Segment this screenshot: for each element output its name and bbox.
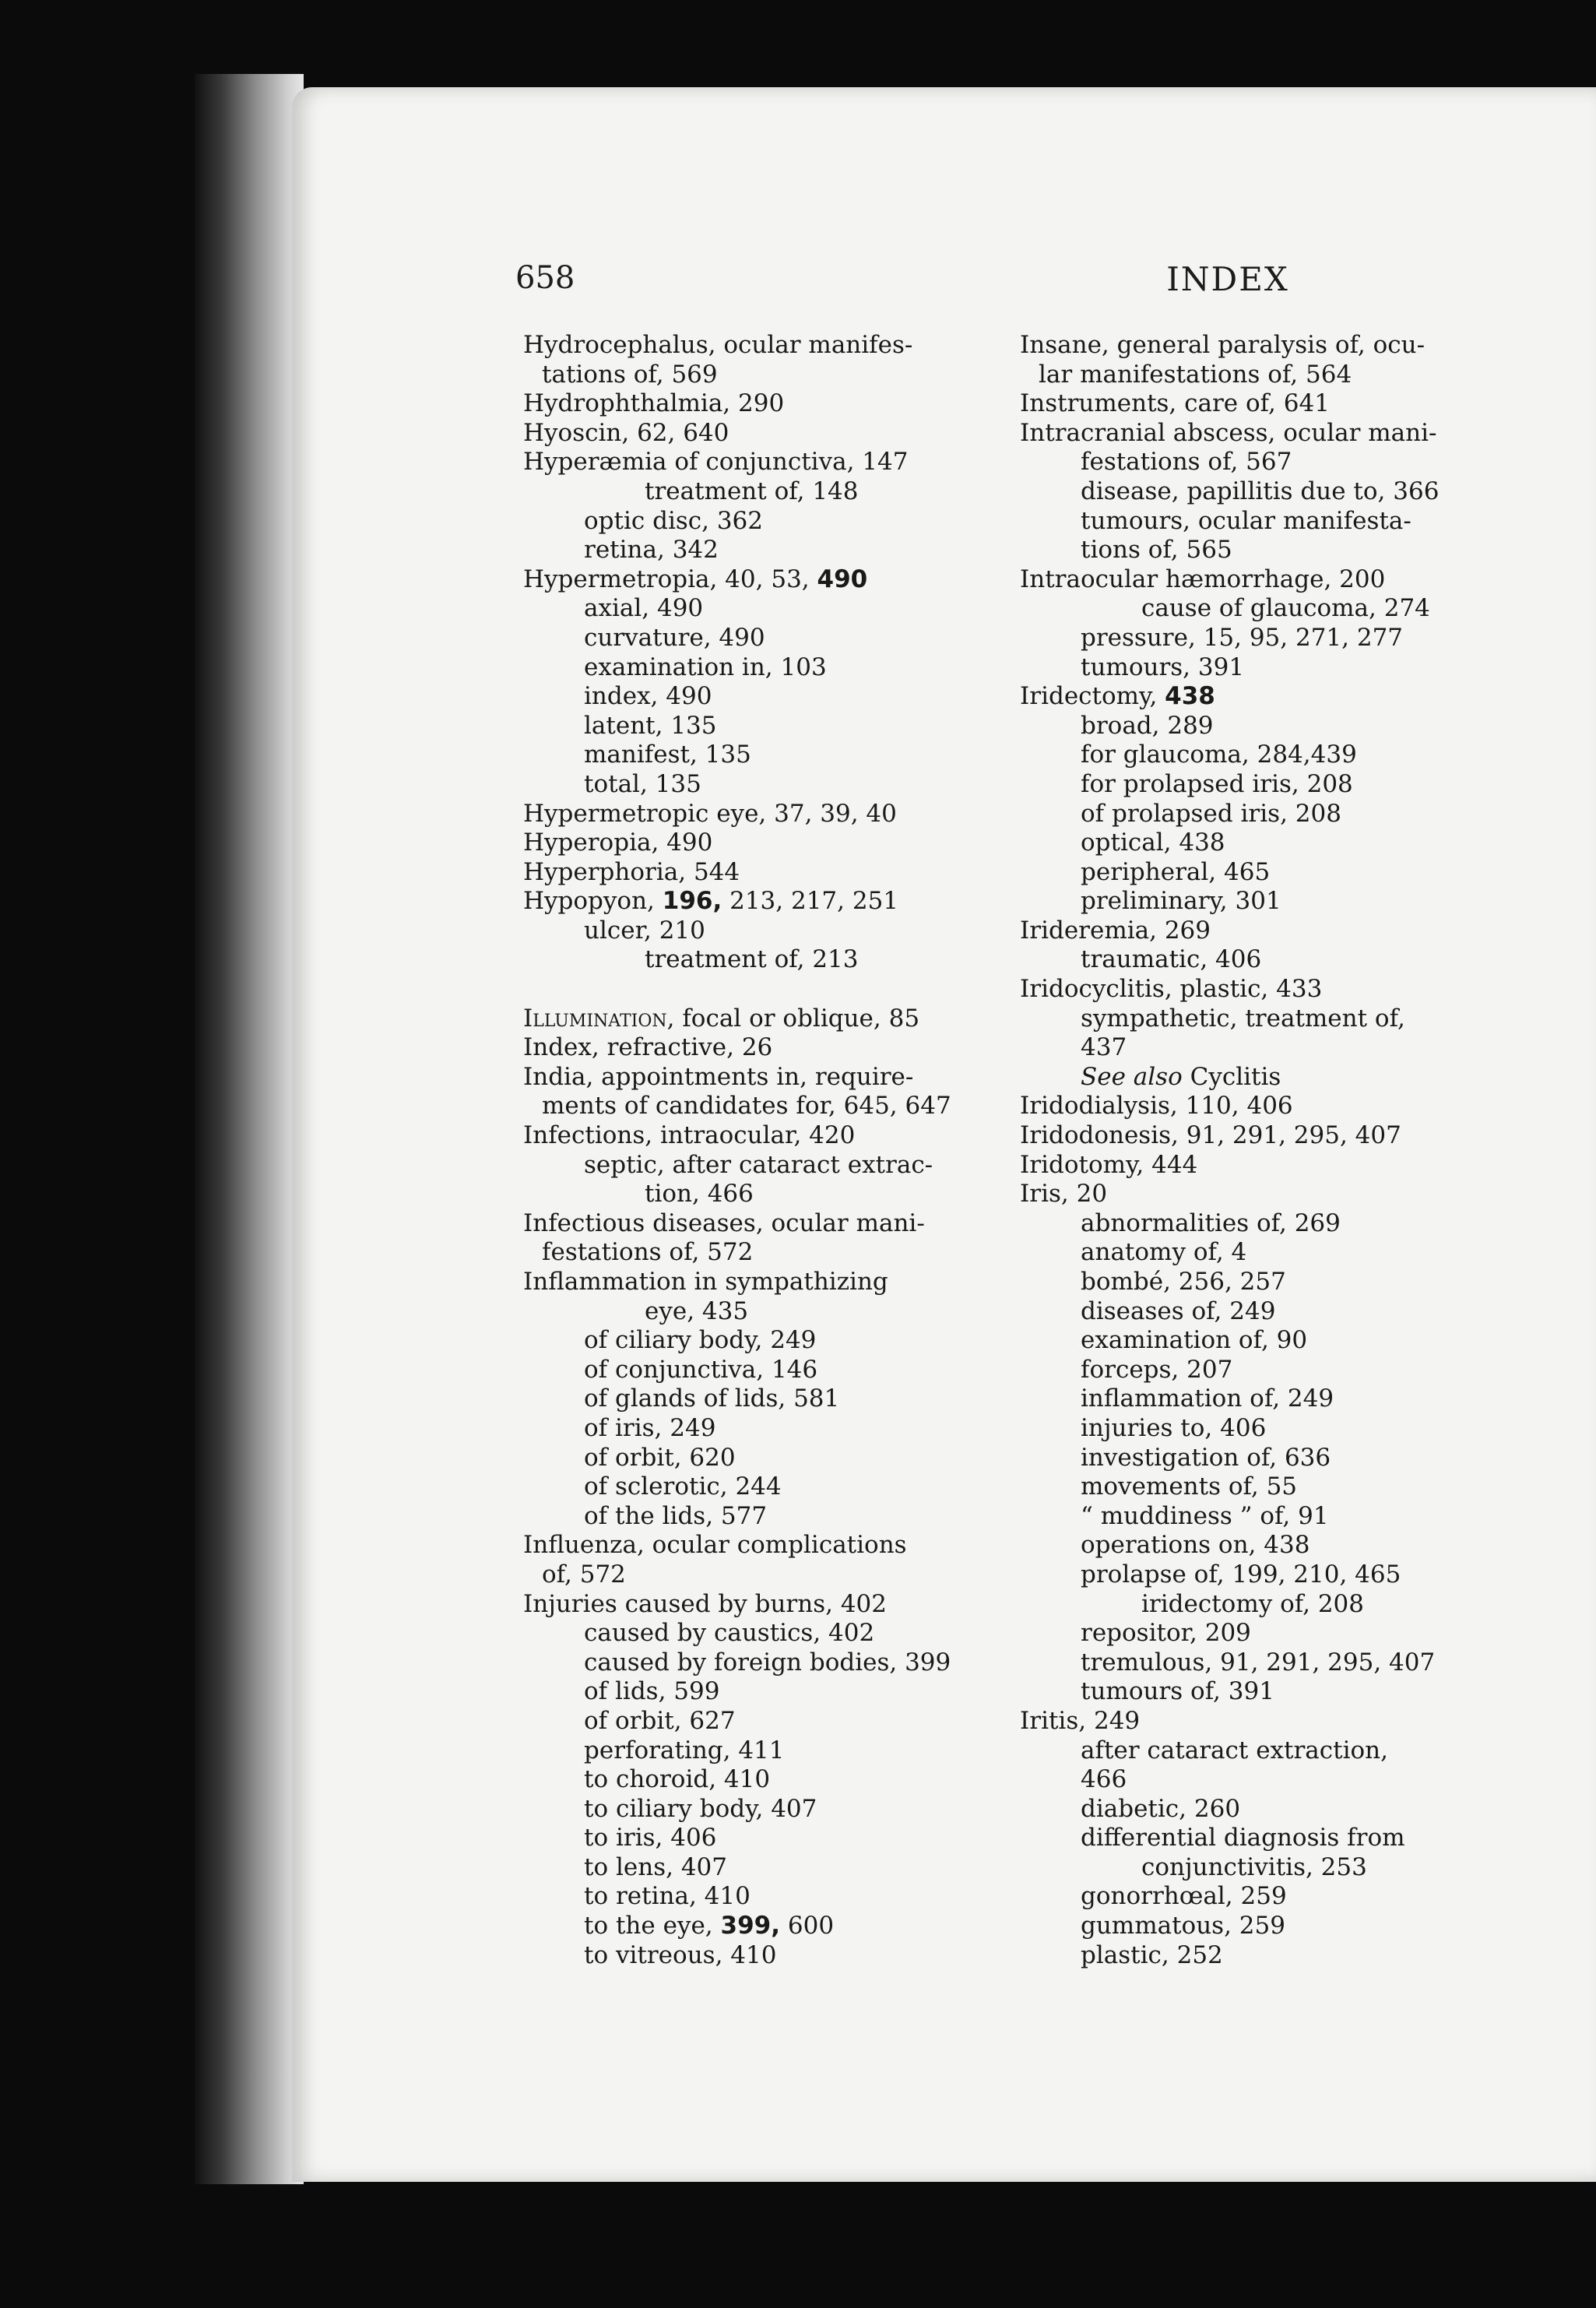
index-entry (523, 1121, 998, 1151)
entry-text: axial, 490 (584, 594, 704, 623)
entry-text: repositor, 209 (1081, 1619, 1251, 1648)
entry-text: tion, 466 (645, 1180, 754, 1209)
entry-text: of, 572 (542, 1560, 626, 1589)
index-entry (1020, 1707, 1549, 1736)
entry-text: Hydrophthalmia, 290 (523, 389, 785, 418)
index-entry (523, 975, 998, 1004)
index-entry (523, 1882, 998, 1912)
index-entry (1020, 1795, 1549, 1824)
entry-text: examination in, 103 (584, 653, 827, 681)
entry-text: cause of glaucoma, 274 (1141, 594, 1430, 623)
entry-text: Infectious diseases, ocular mani- (523, 1209, 925, 1237)
index-entry (523, 507, 998, 537)
entry-principal-page: 490 (817, 565, 868, 593)
index-entry (523, 1384, 998, 1414)
index-entry (1020, 887, 1549, 917)
entry-text: gummatous, 259 (1081, 1912, 1285, 1940)
entry-text: 437 (1081, 1033, 1127, 1062)
entry-text: Iridocyclitis, plastic, 433 (1020, 975, 1323, 1004)
index-entry (1020, 536, 1549, 565)
entry-text: of prolapsed iris, 208 (1081, 799, 1341, 828)
entry-text-after: 213, 217, 251 (722, 887, 899, 916)
index-entry (523, 1677, 998, 1707)
entry-text: 466 (1081, 1765, 1127, 1794)
index-entry (523, 1648, 998, 1678)
index-entry (1020, 448, 1549, 477)
entry-text: Hyperæmia of conjunctiva, 147 (523, 448, 909, 477)
index-entry (523, 1941, 998, 1971)
index-entry (1020, 1384, 1549, 1414)
index-entry (523, 1180, 998, 1209)
index-entry (1020, 1941, 1549, 1971)
index-entry (523, 653, 998, 683)
entry-text-after: 600 (780, 1912, 835, 1940)
entry-text: to ciliary body, 407 (584, 1794, 817, 1823)
entry-text: Hypermetropia, 40, 53, (523, 565, 817, 593)
entry-text: of conjunctiva, 146 (584, 1355, 818, 1384)
entry-text: of orbit, 627 (584, 1706, 736, 1735)
index-entry (523, 1736, 998, 1766)
index-entry (523, 1853, 998, 1883)
entry-text: manifest, 135 (584, 741, 751, 769)
index-entry (523, 858, 998, 888)
entry-text: abnormalities of, 269 (1081, 1209, 1341, 1237)
index-entry (523, 770, 998, 800)
entry-text: index, 490 (584, 682, 712, 711)
entry-text: bombé, 256, 257 (1081, 1268, 1286, 1296)
entry-text: Injuries caused by burns, 402 (523, 1589, 887, 1618)
index-entry (523, 477, 998, 507)
entry-text: for glaucoma, 284,439 (1081, 741, 1357, 769)
entry-text: to choroid, 410 (584, 1765, 771, 1794)
index-entry (523, 1824, 998, 1853)
entry-text: of orbit, 620 (584, 1443, 736, 1472)
index-entry (1020, 1092, 1549, 1121)
index-entry (523, 1297, 998, 1327)
index-entry (1020, 1268, 1549, 1297)
index-entry (1020, 1209, 1549, 1239)
index-entry (1020, 1736, 1549, 1766)
entry-text: movements of, 55 (1081, 1472, 1298, 1501)
entry-text: pressure, 15, 95, 271, 277 (1081, 623, 1404, 652)
index-entry (523, 594, 998, 624)
index-entry (1020, 1882, 1549, 1912)
entry-text: examination of, 90 (1081, 1326, 1308, 1355)
index-entry (523, 624, 998, 653)
entry-text: to lens, 407 (584, 1852, 727, 1881)
entry-text: tumours, ocular manifesta- (1081, 506, 1411, 535)
index-entry (1020, 682, 1549, 712)
entry-text-after: Cyclitis (1182, 1062, 1281, 1091)
index-entry (523, 1356, 998, 1385)
index-entry (523, 1590, 998, 1620)
entry-text: iridectomy of, 208 (1141, 1589, 1364, 1618)
index-entry (1020, 1648, 1549, 1678)
index-entry (1020, 770, 1549, 800)
index-entry (1020, 477, 1549, 507)
entry-text: to retina, 410 (584, 1882, 751, 1911)
entry-text: Iridodonesis, 91, 291, 295, 407 (1020, 1121, 1401, 1150)
entry-text: investigation of, 636 (1081, 1443, 1331, 1472)
index-entry (1020, 331, 1549, 361)
entry-text: Iritis, 249 (1020, 1706, 1141, 1735)
entry-text: disease, papillitis due to, 366 (1081, 477, 1440, 505)
index-entry (1020, 1180, 1549, 1209)
index-entry (1020, 1004, 1549, 1034)
index-entry (1020, 1297, 1549, 1327)
index-entry (523, 448, 998, 477)
entry-text: gonorrhœal, 259 (1081, 1882, 1287, 1911)
index-entry (1020, 1531, 1549, 1560)
index-entry (523, 1326, 998, 1356)
index-entry (523, 1560, 998, 1590)
entry-text: festations of, 572 (542, 1238, 754, 1267)
entry-text: injuries to, 406 (1081, 1413, 1267, 1442)
book-spine-edge (195, 74, 304, 2184)
index-entry (523, 800, 998, 829)
entry-text: Irideremia, 269 (1020, 916, 1211, 945)
index-entry (1020, 1326, 1549, 1356)
entry-text: Hypopyon, (523, 887, 663, 916)
index-entry (523, 887, 998, 917)
entry-principal-page: 438 (1165, 682, 1215, 711)
entry-text: Intraocular hæmorrhage, 200 (1020, 565, 1386, 593)
index-entry (523, 1414, 998, 1444)
entry-text: treatment of, 213 (645, 945, 859, 974)
entry-text: inflammation of, 249 (1081, 1384, 1334, 1413)
index-column-left (523, 331, 998, 1970)
index-entry (523, 1619, 998, 1648)
entry-text: prolapse of, 199, 210, 465 (1081, 1560, 1401, 1589)
entry-text: Index, refractive, 26 (523, 1033, 773, 1062)
entry-text: Iridodialysis, 110, 406 (1020, 1092, 1293, 1121)
index-entry (1020, 1063, 1549, 1092)
index-entry (523, 1268, 998, 1297)
entry-text: Iridectomy, (1020, 682, 1165, 711)
entry-text: preliminary, 301 (1081, 887, 1281, 916)
index-entry (1020, 1765, 1549, 1795)
index-entry (1020, 1444, 1549, 1473)
entry-text: lar manifestations of, 564 (1039, 360, 1352, 389)
entry-text: “ muddiness ” of, 91 (1081, 1501, 1329, 1530)
index-entry (1020, 1853, 1549, 1883)
entry-text: of sclerotic, 244 (584, 1472, 782, 1501)
index-entry (523, 1063, 998, 1092)
entry-text: peripheral, 465 (1081, 857, 1271, 886)
entry-text: Hydrocephalus, ocular manifes- (523, 331, 913, 359)
entry-text: Hyperopia, 490 (523, 829, 713, 857)
index-entry (1020, 1590, 1549, 1620)
index-entry (523, 1209, 998, 1239)
index-entry (1020, 829, 1549, 858)
entry-text: conjunctivitis, 253 (1141, 1852, 1367, 1881)
entry-text: of glands of lids, 581 (584, 1384, 840, 1413)
entry-text: forceps, 207 (1081, 1355, 1233, 1384)
entry-text: Iridotomy, 444 (1020, 1150, 1198, 1179)
index-entry (1020, 419, 1549, 449)
index-entry (1020, 858, 1549, 888)
index-entry (1020, 361, 1549, 390)
index-entry (1020, 594, 1549, 624)
entry-text: differential diagnosis from (1081, 1824, 1405, 1852)
entry-text: diseases of, 249 (1081, 1296, 1276, 1325)
index-entry (1020, 1502, 1549, 1532)
entry-text: to iris, 406 (584, 1824, 717, 1852)
index-entry (1020, 800, 1549, 829)
index-entry (1020, 1912, 1549, 1941)
index-entry (523, 1004, 998, 1034)
index-entry (523, 565, 998, 595)
entry-text: Insane, general paralysis of, ocu- (1020, 331, 1426, 359)
entry-text: tremulous, 91, 291, 295, 407 (1081, 1648, 1436, 1676)
page-header (515, 260, 1596, 304)
index-entry (523, 389, 998, 419)
index-entry (523, 1444, 998, 1473)
entry-text: broad, 289 (1081, 711, 1214, 740)
entry-text: for prolapsed iris, 208 (1081, 769, 1353, 798)
index-entry (523, 361, 998, 390)
index-entry (1020, 975, 1549, 1004)
entry-text: Iris, 20 (1020, 1180, 1108, 1209)
entry-text: traumatic, 406 (1081, 945, 1262, 974)
entry-text: to the eye, (584, 1912, 721, 1940)
entry-text: caused by caustics, 402 (584, 1619, 875, 1648)
index-entry (1020, 565, 1549, 595)
entry-principal-page: 399, (720, 1912, 781, 1940)
entry-text-after: , focal or oblique, 85 (666, 1004, 920, 1033)
index-entry (1020, 1151, 1549, 1180)
entry-text: Hypermetropic eye, 37, 39, 40 (523, 799, 897, 828)
index-entry (523, 682, 998, 712)
index-entry (1020, 741, 1549, 770)
index-entry (523, 1707, 998, 1736)
index-entry (523, 917, 998, 946)
index-entry (523, 1472, 998, 1502)
entry-text: of the lids, 577 (584, 1501, 768, 1530)
entry-text: Influenza, ocular complications (523, 1531, 907, 1560)
entry-text: festations of, 567 (1081, 448, 1292, 477)
entry-text: curvature, 490 (584, 623, 765, 652)
entry-text: ulcer, 210 (584, 916, 705, 945)
entry-text: India, appointments in, require- (523, 1062, 914, 1091)
index-entry (1020, 1472, 1549, 1502)
entry-text: retina, 342 (584, 536, 719, 565)
entry-text: operations on, 438 (1081, 1531, 1310, 1560)
entry-text: after cataract extraction, (1081, 1736, 1388, 1764)
index-entry (523, 712, 998, 741)
entry-text: of ciliary body, 249 (584, 1326, 817, 1355)
entry-principal-page: 196, (662, 887, 722, 916)
entry-text: sympathetic, treatment of, (1081, 1004, 1405, 1033)
entry-text: optic disc, 362 (584, 506, 764, 535)
index-entry (523, 419, 998, 449)
index-column-right (1020, 331, 1549, 1970)
index-entry (1020, 1677, 1549, 1707)
entry-heading: Illumination (523, 1004, 667, 1033)
book-page (292, 87, 1596, 2182)
entry-text: ments of candidates for, 645, 647 (542, 1092, 951, 1121)
entry-text: to vitreous, 410 (584, 1940, 777, 1969)
index-entry (1020, 1824, 1549, 1853)
entry-text: anatomy of, 4 (1081, 1238, 1247, 1267)
entry-text: eye, 435 (645, 1296, 749, 1325)
index-entry (523, 1765, 998, 1795)
entry-cross-reference: See also (1081, 1062, 1183, 1091)
index-entry (1020, 1121, 1549, 1151)
index-entry (523, 1092, 998, 1121)
index-entry (523, 1238, 998, 1268)
index-entry (523, 945, 998, 975)
page-number: 658 (515, 260, 575, 296)
index-entry (523, 1151, 998, 1180)
index-entry (1020, 507, 1549, 537)
index-entry (523, 331, 998, 361)
entry-text: tumours of, 391 (1081, 1677, 1274, 1706)
index-entry (523, 829, 998, 858)
index-entry (1020, 712, 1549, 741)
entry-text: total, 135 (584, 769, 701, 798)
index-entry (1020, 624, 1549, 653)
entry-text: Hyperphoria, 544 (523, 857, 740, 886)
index-entry (1020, 1356, 1549, 1385)
index-entry (523, 741, 998, 770)
entry-text: tumours, 391 (1081, 653, 1245, 681)
index-entry (523, 1502, 998, 1532)
entry-text: of iris, 249 (584, 1413, 716, 1442)
page-title: INDEX (1166, 260, 1289, 298)
index-entry (1020, 1414, 1549, 1444)
entry-text: caused by foreign bodies, 399 (584, 1648, 951, 1676)
index-entry (1020, 389, 1549, 419)
entry-text: perforating, 411 (584, 1736, 785, 1764)
entry-text: Hyoscin, 62, 640 (523, 418, 729, 447)
index-entry (523, 1033, 998, 1063)
entry-text: Infections, intraocular, 420 (523, 1121, 856, 1150)
index-entry (1020, 917, 1549, 946)
entry-text: septic, after cataract extrac- (584, 1150, 933, 1179)
index-entry (523, 536, 998, 565)
entry-text: treatment of, 148 (645, 477, 859, 505)
entry-text: latent, 135 (584, 711, 717, 740)
entry-text: optical, 438 (1081, 829, 1225, 857)
entry-text: tions of, 565 (1081, 536, 1232, 565)
index-entry (1020, 653, 1549, 683)
index-entry (1020, 1619, 1549, 1648)
index-entry (523, 1531, 998, 1560)
index-entry (1020, 945, 1549, 975)
entry-text: Intracranial abscess, ocular mani- (1020, 418, 1437, 447)
entry-text: diabetic, 260 (1081, 1794, 1241, 1823)
entry-text: tations of, 569 (542, 360, 718, 389)
entry-text: of lids, 599 (584, 1677, 720, 1706)
index-entry (1020, 1560, 1549, 1590)
index-entry (1020, 1238, 1549, 1268)
entry-text: plastic, 252 (1081, 1940, 1223, 1969)
entry-text: Inflammation in sympathizing (523, 1268, 888, 1296)
index-entry (523, 1912, 998, 1941)
entry-text: Instruments, care of, 641 (1020, 389, 1330, 418)
index-entry (523, 1795, 998, 1824)
index-entry (1020, 1033, 1549, 1063)
